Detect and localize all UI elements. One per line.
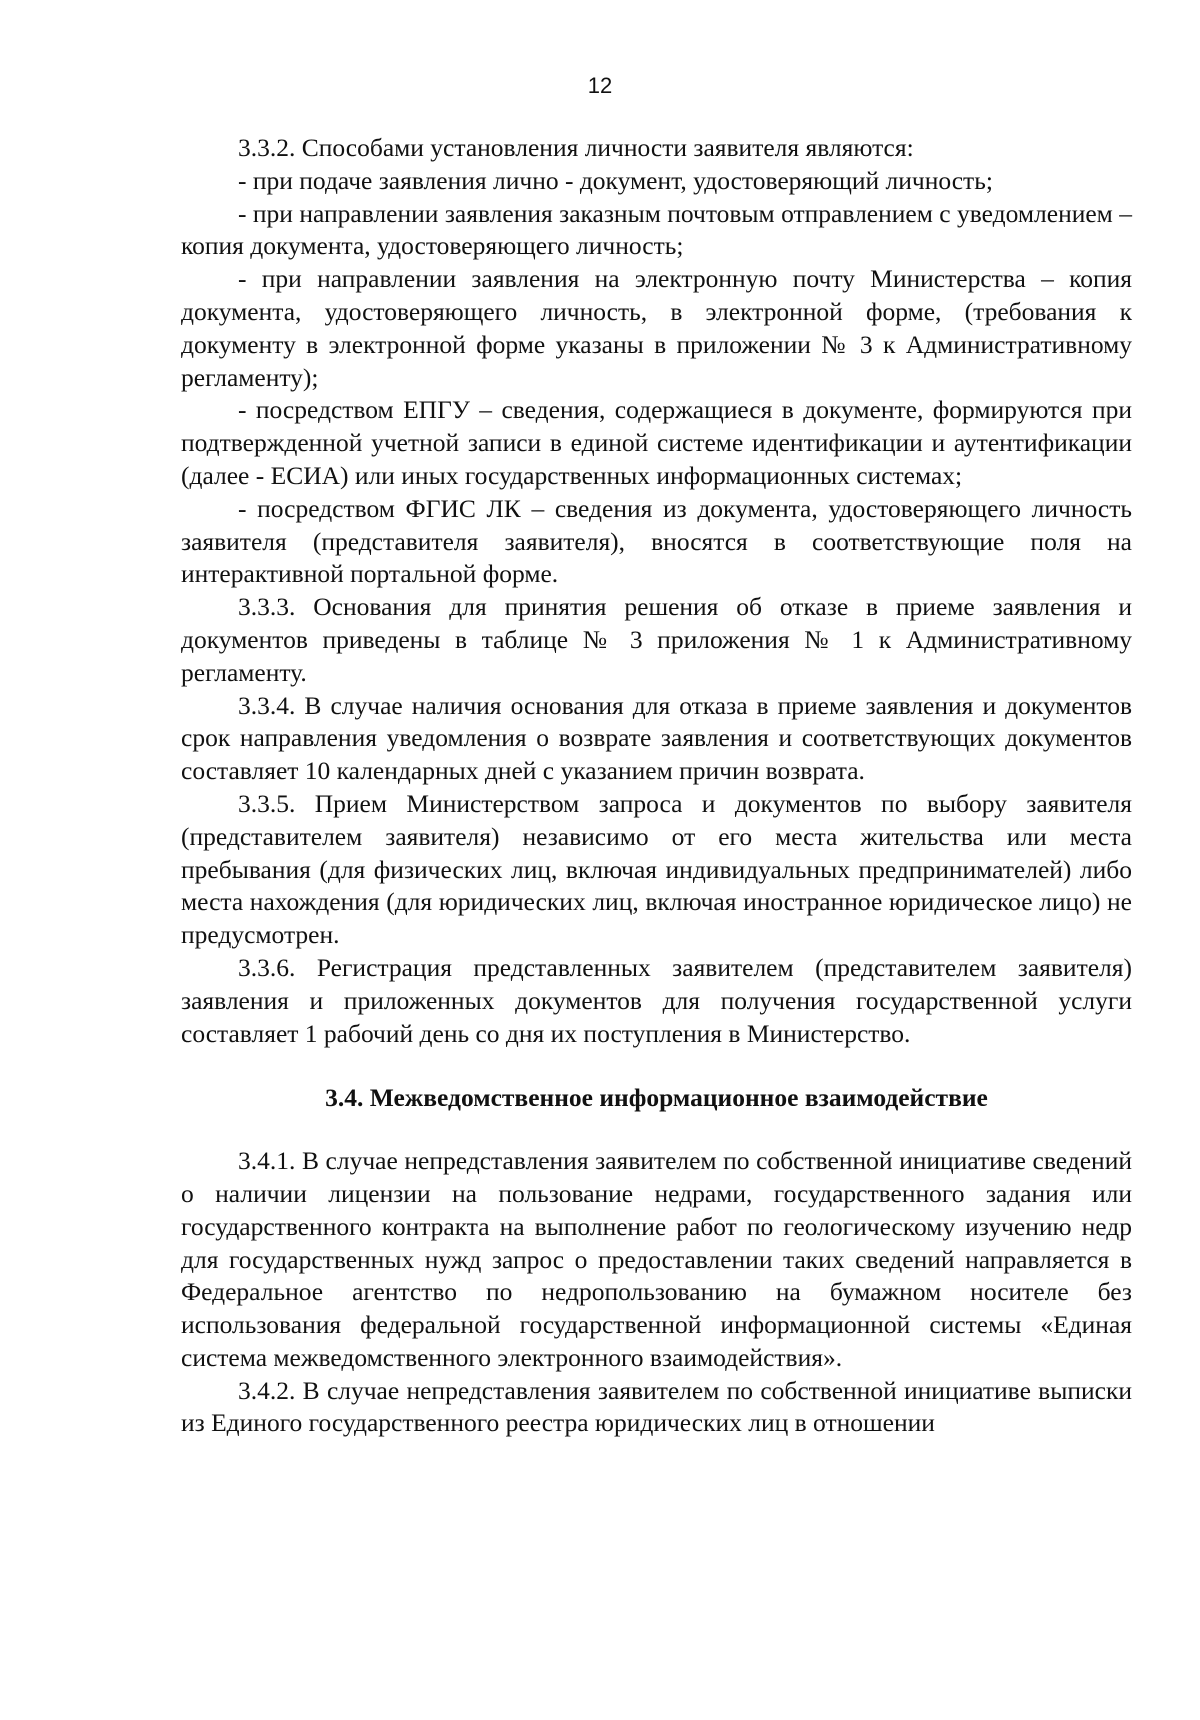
paragraph-fgis-lk: - посредством ФГИС ЛК – сведения из документа, удостоверяющего личность заявителя (представителя заявителя), вносятся в соответствующие поля на интерактивной портальной форме. (181, 493, 1132, 589)
section-heading-3-4: 3.4. Межведомственное информационное взаимодействие (325, 1083, 988, 1113)
paragraph-registered-mail: - при направлении заявления заказным почтовым отправлением с уведомлением – копия документа, удостоверяющего личность; (181, 198, 1132, 261)
paragraph-3-3-6: 3.3.6. Регистрация представленных заявителем (представителем заявителя) заявления и приложенных документов для получения государственной услуги составляет 1 рабочий день со дня их поступления в Министерство. (181, 952, 1132, 1048)
page-number: 12 (587, 73, 613, 98)
paragraph-3-4-2: 3.4.2. В случае непредставления заявителем по собственной инициативе выписки из Единого государственного реестра юридических лиц в отношении (181, 1375, 1132, 1438)
paragraph-in-person: - при подаче заявления лично - документ, удостоверяющий личность; (238, 165, 993, 195)
paragraph-3-4-1: 3.4.1. В случае непредставления заявителем по собственной инициативе сведений о наличии лицензии на пользование недрами, государственного задания или государственного контракта на выполнение работ по геологическому изучению недр для государственных нужд запрос о предоставлении таких сведений направляется в Федеральное агентство по недропользованию на бумажном носителе без использования федеральной государственной информационной системы «Единая система межведомственного электронного взаимодействия». (181, 1146, 1132, 1372)
document-body (181, 132, 1132, 1440)
paragraph-epgu: - посредством ЕПГУ – сведения, содержащиеся в документе, формируются при подтвержденной учетной записи в единой системе идентификации и аутентификации (далее - ЕСИА) или иных государственных информационных системах; (181, 395, 1132, 490)
paragraph-3-3-5: 3.3.5. Прием Министерством запроса и документов по выбору заявителя (представителем заявителя) независимо от его места жительства или места пребывания (для физических лиц, включая индивидуальных предпринимателей) либо места нахождения (для юридических лиц, включая иностранное юридическое лицо) не предусмотрен. (181, 788, 1132, 950)
paragraph-3-3-4: 3.3.4. В случае наличия основания для отказа в приеме заявления и документов срок направления уведомления о возврате заявления и соответствующих документов составляет 10 календарных дней с указанием причин возврата. (181, 690, 1132, 786)
paragraph-3-3-2: 3.3.2. Способами установления личности заявителя являются: (238, 133, 914, 162)
paragraph-email: - при направлении заявления на электронную почту Министерства – копия документа, удостоверяющего личность, в электронной форме, (требования к документу в электронной форме указаны в приложении № 3 к Административному регламенту); (181, 264, 1132, 392)
paragraph-3-3-3: 3.3.3. Основания для принятия решения об отказе в приеме заявления и документов приведены в таблице № 3 приложения № 1 к Административному регламенту. (181, 592, 1132, 687)
